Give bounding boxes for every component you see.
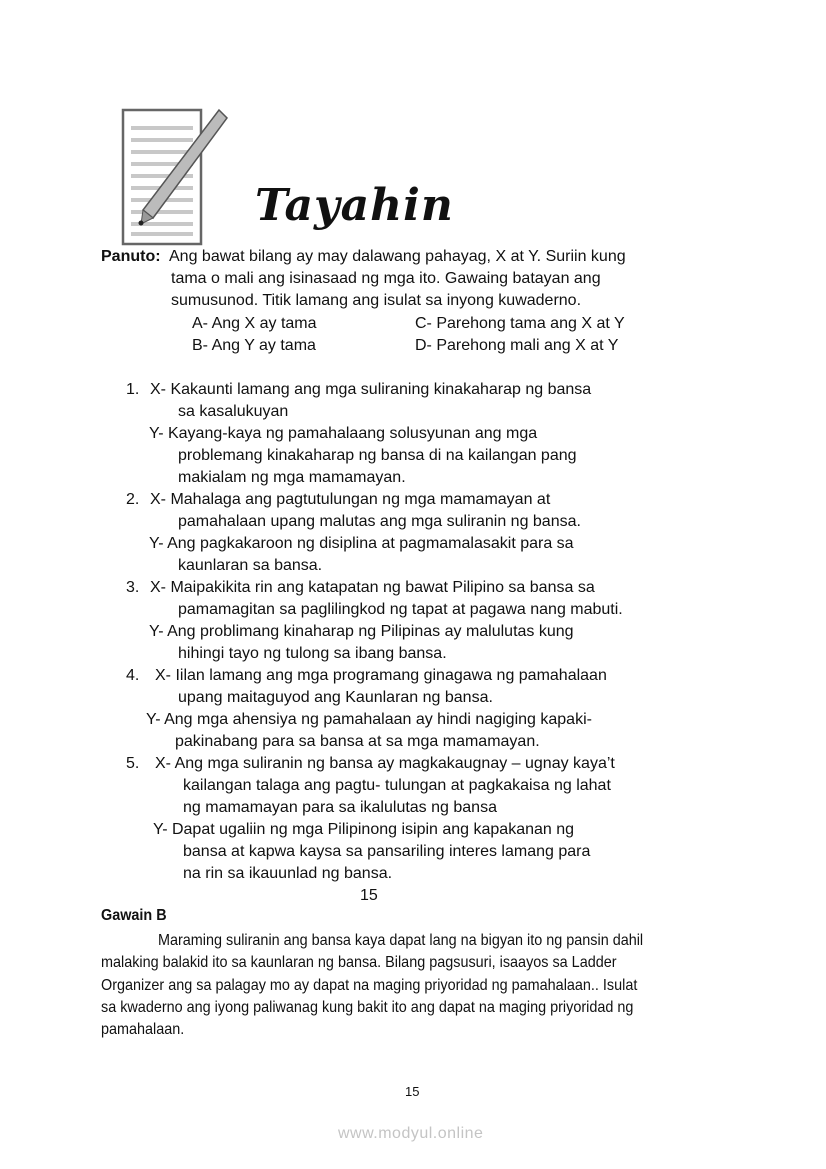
item-x: upang maitaguyod ang Kaunlaran ng bansa. <box>178 689 493 706</box>
page-title: Tayahin <box>255 180 454 231</box>
item-number: 2. <box>126 491 140 508</box>
gawain-line: Maraming suliranin ang bansa kaya dapat lang na bigyan ito ng pansin dahil <box>158 932 644 949</box>
item-y: Y- Kayang-kaya ng pamahalaang solusyunan ang mga <box>149 425 538 442</box>
item-y: na rin sa ikauunlad ng bansa. <box>183 865 393 882</box>
item-number: 4. <box>126 667 140 684</box>
option-c: C- Parehong tama ang X at Y <box>415 315 625 332</box>
item-number: 1. <box>126 381 140 398</box>
item-y: Y- Ang mga ahensiya ng pamahalaan ay hindi nagiging kapaki- <box>146 711 592 728</box>
item-x: X- Mahalaga ang pagtutulungan ng mga mamamayan at <box>150 491 551 508</box>
option-b: B- Ang Y ay tama <box>192 337 316 354</box>
item-number: 3. <box>126 579 140 596</box>
item-y: bansa at kapwa kaysa sa pansariling interes lamang para <box>183 843 591 860</box>
item-y: makialam ng mga mamamayan. <box>178 469 406 486</box>
item-y: problemang kinakaharap ng bansa di na kailangan pang <box>178 447 577 464</box>
gawain-line: pamahalaan. <box>101 1021 185 1038</box>
instructions-line: tama o mali ang isinasaad ng mga ito. Gawaing batayan ang <box>171 270 601 287</box>
instructions-line: sumusunod. Titik lamang ang isulat sa inyong kuwaderno. <box>171 292 582 309</box>
item-y: pakinabang para sa bansa at sa mga mamamayan. <box>175 733 540 750</box>
item-x: X- Ang mga suliranin ng bansa ay magkakaugnay – ugnay kaya’t <box>155 755 615 772</box>
gawain-line: sa kwaderno ang iyong paliwanag kung bakit ito ang dapat na maging priyoridad ng <box>101 999 634 1016</box>
instructions-line: Ang bawat bilang ay may dalawang pahayag, X at Y. Suriin kung <box>169 248 626 265</box>
watermark: www.modyul.online <box>338 1125 484 1142</box>
item-x: pamahalaan upang malutas ang mga suliranin ng bansa. <box>178 513 581 530</box>
item-x: X- Iilan lamang ang mga programang ginagawa ng pamahalaan <box>155 667 607 684</box>
item-y: Y- Ang pagkakaroon ng disiplina at pagmamalasakit para sa <box>149 535 574 552</box>
gawain-heading: Gawain B <box>101 907 167 924</box>
option-d: D- Parehong mali ang X at Y <box>415 337 619 354</box>
item-y: Y- Ang problimang kinaharap ng Pilipinas ay malulutas kung <box>149 623 574 640</box>
item-x: kailangan talaga ang pagtu- tulungan at pagkakaisa ng lahat <box>183 777 611 794</box>
item-number: 5. <box>126 755 140 772</box>
instructions-label: Panuto: <box>101 248 161 265</box>
item-x: sa kasalukuyan <box>178 403 289 420</box>
item-y: Y- Dapat ugaliin ng mga Pilipinong isipin ang kapakanan ng <box>153 821 575 838</box>
item-x: X- Maipakikita rin ang katapatan ng bawat Pilipino sa bansa sa <box>150 579 595 596</box>
item-x: ng mamamayan para sa ikalulutas ng bansa <box>183 799 497 816</box>
item-x: pamamagitan sa paglilingkod ng tapat at pagawa nang mabuti. <box>178 601 623 618</box>
item-y: kaunlaran sa bansa. <box>178 557 323 574</box>
item-y: hihingi tayo ng tulong sa ibang bansa. <box>178 645 447 662</box>
option-a: A- Ang X ay tama <box>192 315 317 332</box>
page-number: 15 <box>405 1084 420 1099</box>
inner-page-number: 15 <box>360 887 378 904</box>
notepad-pencil-icon <box>121 106 231 248</box>
gawain-line: malaking balakid ito sa kaunlaran ng bansa. Bilang pagsusuri, isaayos sa Ladder <box>101 954 617 971</box>
gawain-line: Organizer ang sa palagay mo ay dapat na maging priyoridad ng pamahalaan.. Isulat <box>101 977 638 994</box>
item-x: X- Kakaunti lamang ang mga suliraning kinakaharap ng bansa <box>150 381 592 398</box>
